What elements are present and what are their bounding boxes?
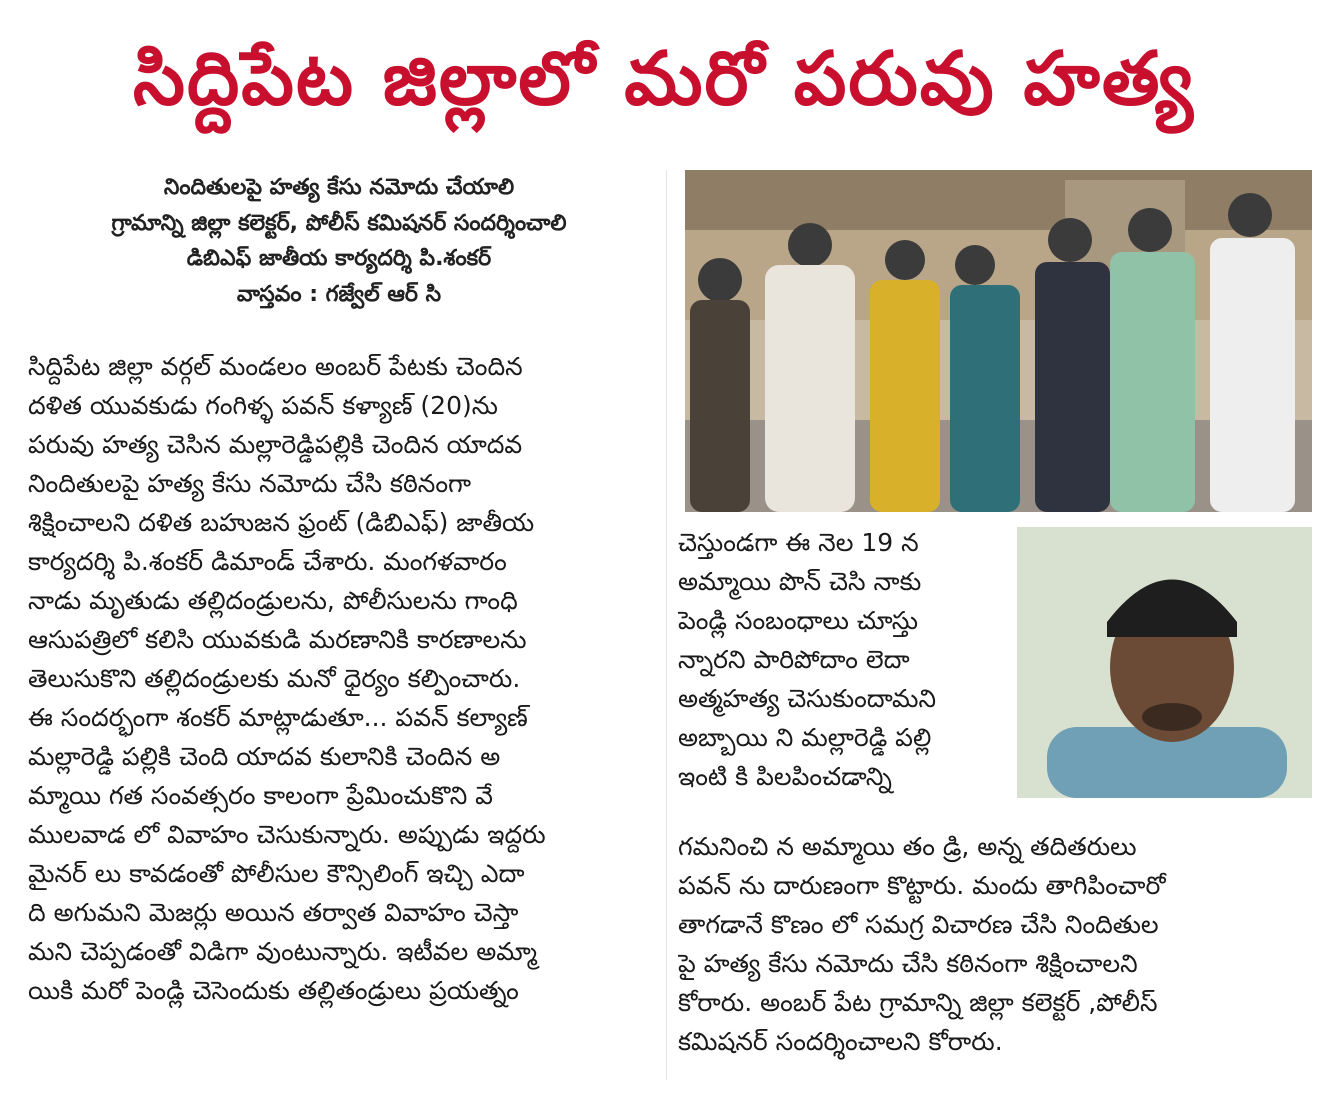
subhead-3: డిబిఎఫ్ జాతీయ కార్యదర్శి పి.శంకర్ [186, 246, 492, 271]
body-line: శిక్షించాలని దళిత బహుజన ఫ్రంట్ (డిబిఎఫ్) జాతీయ [28, 508, 535, 537]
body-line: అత్మహత్య చెసుకుందామని [678, 684, 937, 713]
body-line: అమ్మాయి పొన్ చెసి నాకు [678, 567, 922, 596]
body-line: ఇంటి కి పిలపించడాన్ని [678, 762, 892, 791]
subheadings [14, 170, 664, 312]
body-line: తాగడానే కొణం లో సమగ్ర విచారణ చేసి నిందితుల [678, 910, 1159, 939]
body-line: పవన్ ను దారుణంగా కొట్టారు. మందు తాగిపించారో [678, 871, 1166, 900]
body-line: ఆసుపత్రిలో కలిసి యువకుడి మరణానికి కారణాలను [28, 625, 527, 654]
body-line: న్నారని పారిపోదాం లెదా [678, 645, 910, 674]
body-line: నిందితులపై హత్య కేసు నమోదు చేసి కఠినంగా [28, 469, 472, 498]
body-line: మల్లారెడ్డి పల్లికి చెంది యాదవ కులానికి చెందిన అ [28, 742, 501, 771]
body-line: కమిషనర్ సందర్శించాలని కోరారు. [678, 1027, 1003, 1056]
body-line: యికి మరో పెండ్లి చెసెందుకు తల్లితండ్రులు ప్రయత్నం [28, 976, 519, 1005]
body-line: సిద్దిపేట జిల్లా వర్గల్ మండలం అంబర్ పేటకు చెందిన [28, 352, 523, 381]
body-line: మైనర్ లు కావడంతో పోలీసుల కౌన్సిలింగ్ ఇచ్చి ఎదా [28, 859, 525, 888]
body-line: ది అగుమని మెజర్లు అయిన తర్వాత వివాహం చెస్తా [28, 898, 519, 927]
body-line: అబ్బాయి ని మల్లారెడ్డి పల్లి [678, 723, 932, 752]
body-line: నాడు మృతుడు తల్లిదండ్రులను, పోలీసులను గాంధి [28, 586, 518, 615]
body-line: గమనించి న అమ్మాయి తం డ్రి, అన్న తదితరులు [678, 832, 1137, 861]
portrait-image [1017, 527, 1312, 798]
body-line: పై హత్య కేసు నమోదు చేసి కఠినంగా శిక్షించాలని [678, 949, 1138, 978]
subhead-1: నిందితులపై హత్య కేసు నమోదు చేయాలి [163, 175, 515, 200]
body-line: మని చెప్పడంతో విడిగా వుంటున్నారు. ఇటీవల అమ్మా [28, 937, 538, 966]
body-line: తెలుసుకొని తల్లిదండ్రులకు మనో ధైర్యం కల్పించారు. [28, 664, 521, 693]
body-line: పెండ్లి సంబంధాలు చూస్తు [678, 606, 918, 635]
body-line: పరువు హత్య చెసిన మల్లారెడ్డిపల్లికి చెందిన యాదవ [28, 430, 523, 459]
subhead-2: గ్రామాన్ని జిల్లా కలెక్టర్, పోలీస్ కమిషనర్ సందర్శించాలి [111, 210, 567, 236]
body-line: ములవాడ లో వివాహం చెసుకున్నారు. అప్పుడు ఇద్దరు [28, 820, 546, 849]
group-photo [685, 170, 1312, 512]
headline: సిద్దిపేట జిల్లాలో మరో పరువు హత్య [133, 36, 1195, 122]
article-body-middle [678, 523, 998, 796]
group-photo-image [685, 170, 1312, 512]
dateline: వాస్తవం : గజ్వేల్ ఆర్ సి [236, 281, 442, 307]
body-line: మ్మాయి గత సంవత్సరం కాలంగా ప్రేమించుకొని వే [28, 781, 493, 810]
column-divider [666, 170, 667, 1080]
body-line: కార్యదర్శి పి.శంకర్ డిమాండ్ చేశారు. మంగళవారం [28, 547, 507, 576]
victim-portrait-photo [1017, 527, 1312, 798]
body-line: కోరారు. అంబర్ పేట గ్రామాన్ని జిల్లా కలెక్టర్ ,పోలీస్ [678, 988, 1158, 1017]
article-body-left [28, 347, 654, 1010]
body-line: చెస్తుండగా ఈ నెల 19 న [678, 528, 919, 557]
body-line: దళిత యువకుడు గంగిళ్ళ పవన్ కళ్యాణ్ (20)ను [28, 391, 498, 420]
article-body-bottom [678, 827, 1308, 1061]
body-line: ఈ సందర్భంగా శంకర్ మాట్లాడుతూ... పవన్ కల్యాణ్ [28, 703, 528, 732]
